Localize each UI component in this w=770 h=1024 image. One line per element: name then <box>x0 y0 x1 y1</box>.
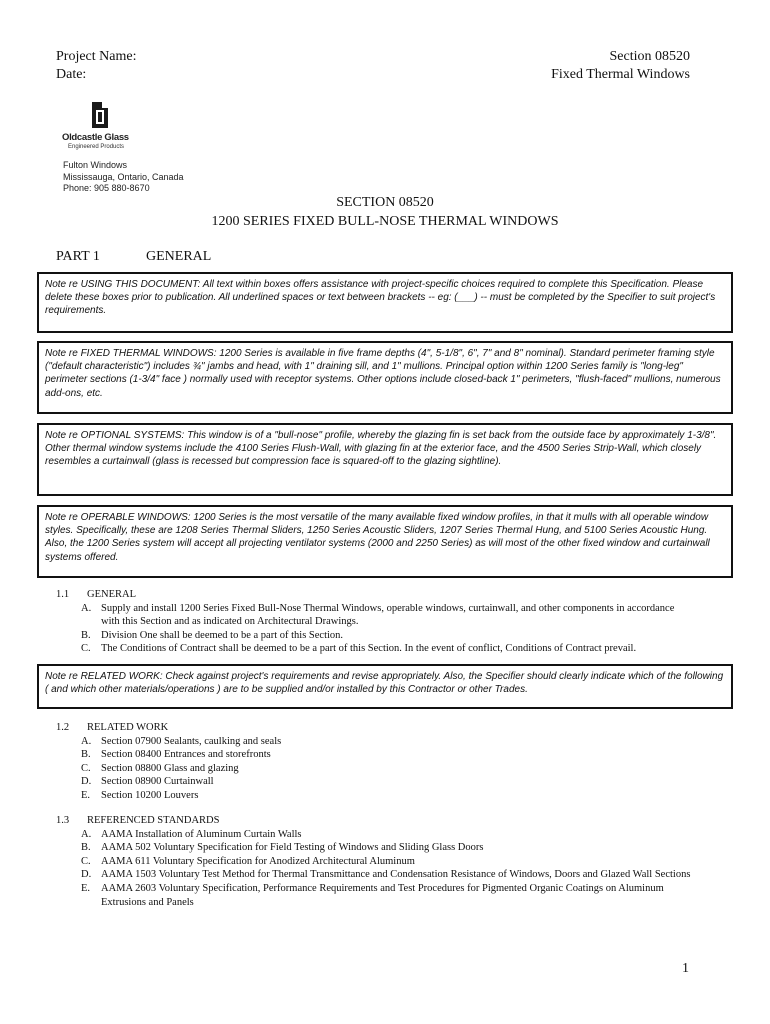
logo-tagline: Engineered Products <box>68 144 125 150</box>
company-logo <box>62 100 152 152</box>
section-header-title: Fixed Thermal Windows <box>551 67 690 82</box>
company-address-line: Fulton Windows <box>63 160 128 170</box>
list-item-text: Section 08800 Glass and glazing <box>101 762 239 774</box>
section-number: 1.1 <box>56 589 70 600</box>
list-item-text: Division One shall be deemed to be a part of this Section. <box>101 629 344 641</box>
list-item <box>56 868 736 882</box>
list-item-label: C. <box>81 762 91 774</box>
list-item-label: A. <box>81 602 92 614</box>
list-item-label: B. <box>81 749 91 761</box>
list-item-label: D. <box>81 869 92 881</box>
note-box-operable-windows: Note re OPERABLE WINDOWS: 1200 Series is the most versatile of the many available fixed window profiles, in that it mulls with all operable window styles. Specifically, these are 1208 Series Thermal Sliders, 1250 Series Acoustic Sliders, 1207 Series Thermal Hung, and 5100 Series Acoustic Hung. Also, the 1200 Series system will accept all projecting ventilator systems (2000 and 2250 Series) as will most of the other fixed window and curtainwall systems offered. <box>37 505 733 578</box>
list-item <box>56 855 736 869</box>
note-box-optional-systems: Note re OPTIONAL SYSTEMS: This window is of a "bull-nose" profile, whereby the glazing fin is set back from the outside face by approximately 1-3/8". Other thermal window systems include the 4100 Series Flush-Wall, with glazing fin at the exterior face, and the 4500 Series Strip-Wall, which closely resembles a curtainwall (glass is recessed but compression face is squared-off to the glazing sightline). <box>37 423 733 496</box>
company-address <box>63 160 184 195</box>
document-title-line1: SECTION 08520 <box>336 195 434 210</box>
list-item-text: AAMA 1503 Voluntary Test Method for Thermal Transmittance and Condensation Resistance of Windows, Doors and Glazed Wall Sections <box>101 869 691 881</box>
date-label: Date: <box>56 67 87 82</box>
list-item-text: Supply and install 1200 Series Fixed Bull-Nose Thermal Windows, operable windows, curtainwall, and other components in accordance with this Section and as indicated on Architectural Drawings. <box>101 602 675 628</box>
list-item-label: A. <box>81 828 92 840</box>
list-item-text: The Conditions of Contract shall be deemed to be a part of this Section. In the event of conflict, Conditions of Contract prevail. <box>101 643 637 655</box>
section-1-1 <box>56 588 736 656</box>
list-item-text: Section 08900 Curtainwall <box>101 776 214 788</box>
list-item-label: B. <box>81 629 91 641</box>
list-item-label: C. <box>81 643 91 655</box>
section-title: RELATED WORK <box>87 722 169 733</box>
list-item-label: A. <box>81 735 92 747</box>
section-number: 1.3 <box>56 815 70 826</box>
note-box-fixed-thermal: Note re FIXED THERMAL WINDOWS: 1200 Series is available in five frame depths (4", 5-1/8", 6", 7" and 8" nominal). Standard perimeter framing style ("default characteristic") includes ¾" jambs and head, with 1" draining sill, and 1" mullions. Principal option within 1200 Series family is "long-leg" perimeter sections (1-3/4" face ) normally used with receptor systems. Other options include closed-back 1" perimeters, "flush-faced" mullions, numerous add-ons, etc. <box>37 341 733 414</box>
part-number: PART 1 <box>56 249 100 264</box>
list-item <box>56 629 736 643</box>
logo-wordmark: Oldcastle Glass <box>62 132 129 143</box>
section-title: GENERAL <box>87 589 136 600</box>
company-address-line: Mississauga, Ontario, Canada <box>63 171 184 182</box>
list-item <box>56 748 736 762</box>
list-item <box>56 882 736 909</box>
list-item-text: AAMA Installation of Aluminum Curtain Walls <box>101 828 302 840</box>
section-1-2 <box>56 721 736 803</box>
part-name: GENERAL <box>146 249 212 264</box>
list-item-label: C. <box>81 855 91 867</box>
list-item <box>56 828 736 842</box>
list-item <box>56 789 736 803</box>
list-item <box>56 602 736 629</box>
section-heading <box>56 721 736 735</box>
list-item <box>56 642 736 656</box>
page-number: 1 <box>682 961 689 976</box>
list-item-text: Section 08400 Entrances and storefronts <box>101 749 271 761</box>
list-item-text: AAMA 611 Voluntary Specification for Anodized Architectural Aluminum <box>101 855 415 867</box>
section-heading <box>56 588 736 602</box>
list-item-label: B. <box>81 842 91 854</box>
oldcastle-logo-icon <box>62 100 152 132</box>
list-item <box>56 735 736 749</box>
list-item-text: Section 07900 Sealants, caulking and seals <box>101 735 282 747</box>
list-item-text: AAMA 2603 Voluntary Specification, Performance Requirements and Test Procedures for Pigmented Organic Coatings on Aluminum Extrusions and Panels <box>101 882 664 908</box>
section-title: REFERENCED STANDARDS <box>87 815 220 826</box>
section-1-3 <box>56 814 736 909</box>
note-box-related-work: Note re RELATED WORK: Check against project's requirements and revise appropriately. Also, the Specifier should clearly indicate which of the following ( and which other materials/operations ) are to be supplied and/or installed by this Contractor or other Trades. <box>37 664 733 709</box>
note-box-using-document: Note re USING THIS DOCUMENT: All text within boxes offers assistance with project-specific choices required to complete this Specification. Please delete these boxes prior to publication. All underlined spaces or text between brackets -- eg: (___) -- must be completed by the Specifier to suit project's requirements. <box>37 272 733 333</box>
section-heading <box>56 814 736 828</box>
list-item <box>56 775 736 789</box>
project-name-label: Project Name: <box>56 49 137 64</box>
company-address-line: Phone: 905 880-8670 <box>63 183 150 193</box>
document-title-line2: 1200 SERIES FIXED BULL-NOSE THERMAL WINDOWS <box>211 214 559 229</box>
section-number: 1.2 <box>56 722 70 733</box>
list-item <box>56 762 736 776</box>
list-item-label: E. <box>81 789 91 801</box>
list-item-label: E. <box>81 882 91 894</box>
list-item <box>56 841 736 855</box>
section-number: Section 08520 <box>609 49 690 64</box>
list-item-label: D. <box>81 776 92 788</box>
list-item-text: AAMA 502 Voluntary Specification for Field Testing of Windows and Sliding Glass Doors <box>101 842 484 854</box>
list-item-text: Section 10200 Louvers <box>101 789 199 801</box>
